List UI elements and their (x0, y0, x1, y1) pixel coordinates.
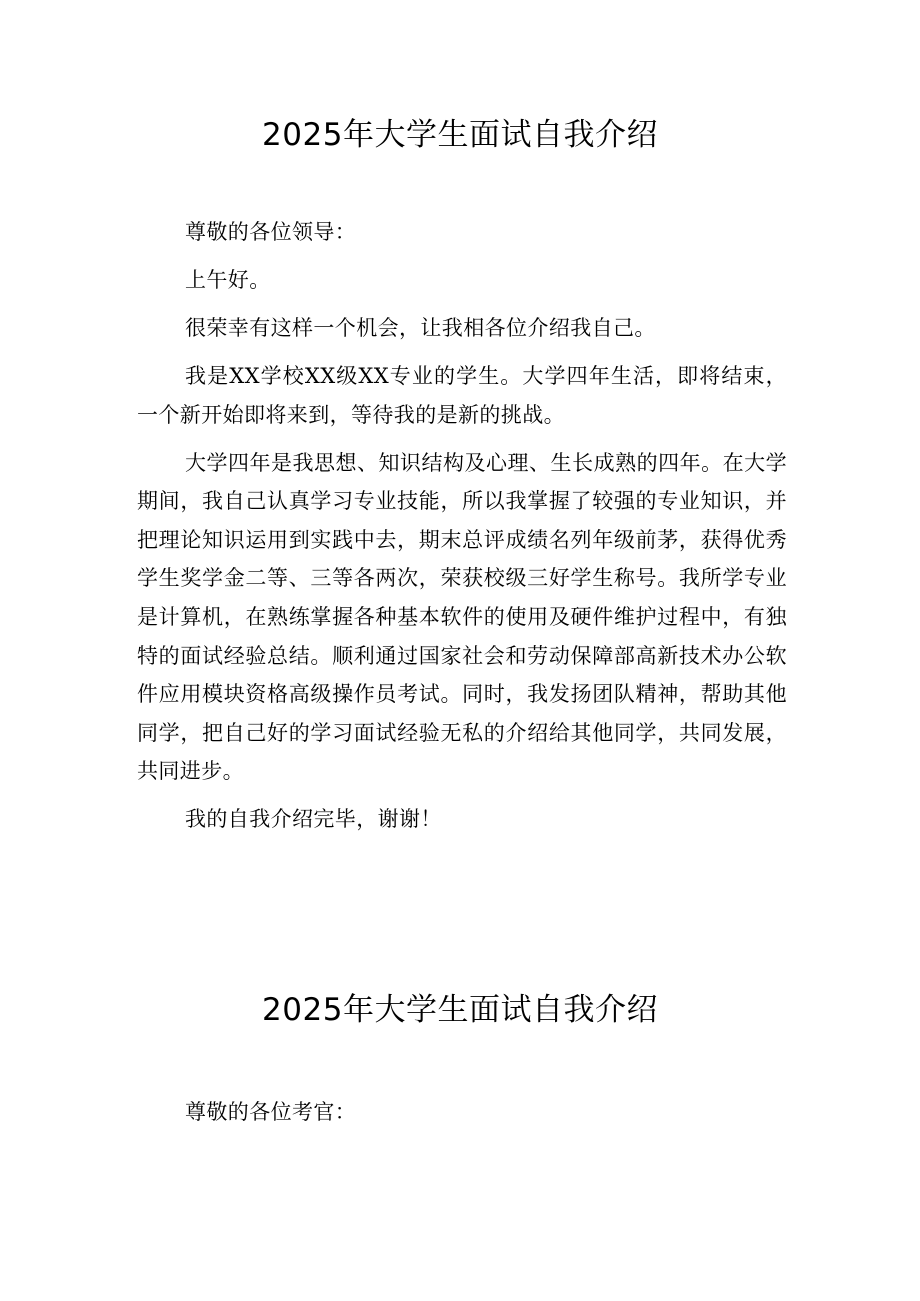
paragraph-background: 我是XX学校XX级XX专业的学生。大学四年生活，即将结束，一个新开始即将来到，等待我的是新的挑战。 (137, 363, 787, 427)
section-body (137, 1093, 787, 1132)
paragraph-greeting: 上午好。 (185, 267, 271, 292)
section-title: 2025年大学生面试自我介绍 (262, 992, 658, 1028)
paragraph-salutation: 尊敬的各位考官： (185, 1100, 357, 1124)
section-title: 2025年大学生面试自我介绍 (262, 117, 658, 153)
paragraph-achievements: 大学四年是我思想、知识结构及心理、生长成熟的四年。在大学期间，我自己认真学习专业技能，所以我掌握了较强的专业知识，并把理论知识运用到实践中去，期末总评成绩名列年级前茅，获得优秀学生奖学金二等、三等各两次，荣获校级三好学生称号。我所学专业是计算机，在熟练掌握各种基本软件的使用及硬件维护过程中，有独特的面试经验总结。顺利通过国家社会和劳动保障部高新技术办公软件应用模块资格高级操作员考试。同时，我发扬团队精神，帮助其他同学，把自己好的学习面试经验无私的介绍给其他同学，共同发展，共同进步。 (137, 450, 787, 784)
paragraph-salutation: 尊敬的各位领导： (185, 220, 357, 244)
section-body (137, 213, 787, 839)
paragraph-intro: 很荣幸有这样一个机会，让我相各位介绍我自己。 (185, 315, 656, 340)
paragraph-closing: 我的自我介绍完毕，谢谢！ (185, 807, 442, 832)
